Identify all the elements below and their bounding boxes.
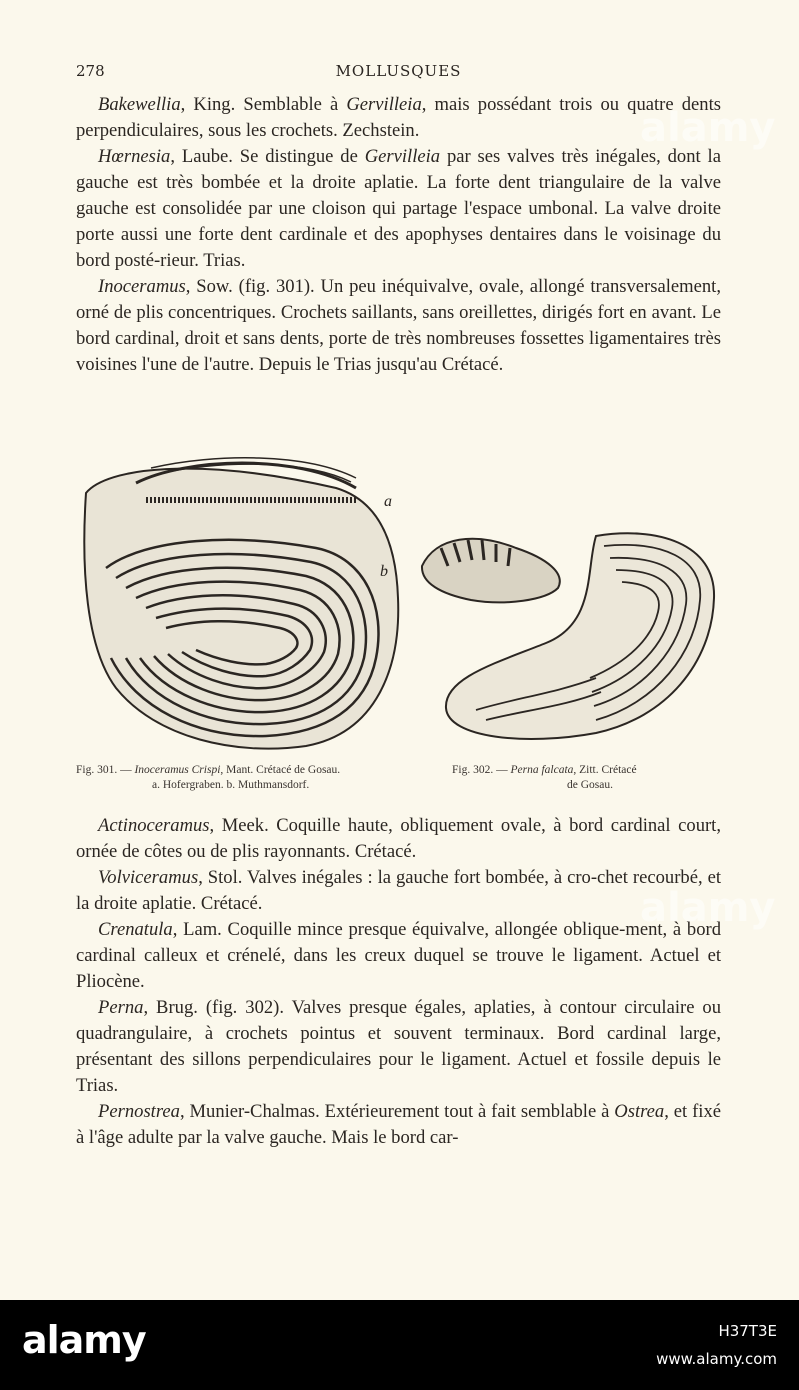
text-block-bottom — [76, 813, 721, 1151]
paragraph-perna: Perna, Brug. (fig. 302). Valves presque égales, aplaties, à contour circulaire ou quadrangulaire, à crochets pointus et souvent terminaux. Bord cardinal large, présentant des sillons perpendiculaires pour le ligament. Actuel et fossile depuis le Trias. — [76, 997, 721, 1096]
caption-fig-301: Fig. 301. — Inoceramus Crispi, Mant. Crétacé de Gosau. a. Hofergraben. b. Muthmansdorf. — [76, 764, 341, 791]
genus-name: Crenatula — [98, 919, 173, 940]
paragraph-hoernesia: Hœrnesia, Laube. Se distingue de Gervilleia par ses valves très inégales, dont la gauche est très bombée et la droite aplatie. La forte dent triangulaire de la valve gauche est consolidée par une cloison qui partage l'espace umbonal. La valve droite porte aussi une forte dent cardinale et des apophyses dentaires dans le voisinage du bord posté-rieur. Trias. — [76, 146, 721, 271]
text-block-top — [76, 92, 721, 378]
watermark: alamy — [640, 885, 776, 931]
image-id: H37T3E — [718, 1322, 777, 1340]
perna-fragment — [422, 539, 560, 603]
watermark: alamy — [640, 105, 776, 151]
genus-name: Bakewellia — [98, 94, 181, 115]
running-title: MOLLUSQUES — [335, 62, 462, 80]
genus-name: Actinoceramus — [98, 815, 210, 836]
label-b: b — [380, 563, 388, 580]
genus-name: Pernostrea — [98, 1101, 180, 1122]
site-url: www.alamy.com — [656, 1350, 777, 1368]
stock-footer — [0, 1300, 799, 1390]
page-number: 278 — [76, 62, 105, 80]
paragraph-pernostrea: Pernostrea, Munier-Chalmas. Extérieurement tout à fait semblable à Ostrea, et fixé à l'âge adulte par la valve gauche. Mais le bord car- — [76, 1101, 721, 1148]
paragraph-crenatula: Crenatula, Lam. Coquille mince presque équivalve, allongée oblique-ment, à bord cardinal calleux et crénelé, dans les creux duquel se trouve le ligament. Actuel et Pliocène. — [76, 919, 721, 992]
caption-fig-302: Fig. 302. — Perna falcata, Zitt. Crétacé de Gosau. — [452, 764, 637, 791]
figure-shells — [76, 448, 721, 758]
paragraph-bakewellia: Bakewellia, King. Semblable à Gervilleia, mais possédant trois ou quatre dents perpendiculaires, sous les crochets. Zechstein. — [76, 94, 721, 141]
genus-name: Volviceramus — [98, 867, 199, 888]
alamy-logo: alamy — [22, 1318, 146, 1362]
label-a: a — [384, 493, 392, 510]
page-header — [76, 62, 721, 84]
paragraph-volviceramus: Volviceramus, Stol. Valves inégales : la gauche fort bombée, à cro-chet recourbé, et la droite aplatie. Crétacé. — [76, 867, 721, 914]
genus-name: Hœrnesia — [98, 146, 171, 167]
inoceramus-shell — [84, 458, 398, 749]
genus-name: Inoceramus — [98, 276, 186, 297]
shell-illustration — [76, 448, 721, 758]
genus-name: Perna — [98, 997, 144, 1018]
paragraph-actinoceramus: Actinoceramus, Meek. Coquille haute, obliquement ovale, à bord cardinal court, ornée de côtes ou de plis rayonnants. Crétacé. — [76, 815, 721, 862]
paragraph-inoceramus: Inoceramus, Sow. (fig. 301). Un peu inéquivalve, ovale, allongé transversalement, orné de plis concentriques. Crochets saillants, sans oreillettes, dirigés fort en avant. Le bord cardinal, droit et sans dents, porte de très nombreuses fossettes ligamentaires très voisines l'une de l'autre. Depuis le Trias jusqu'au Crétacé. — [76, 276, 721, 375]
